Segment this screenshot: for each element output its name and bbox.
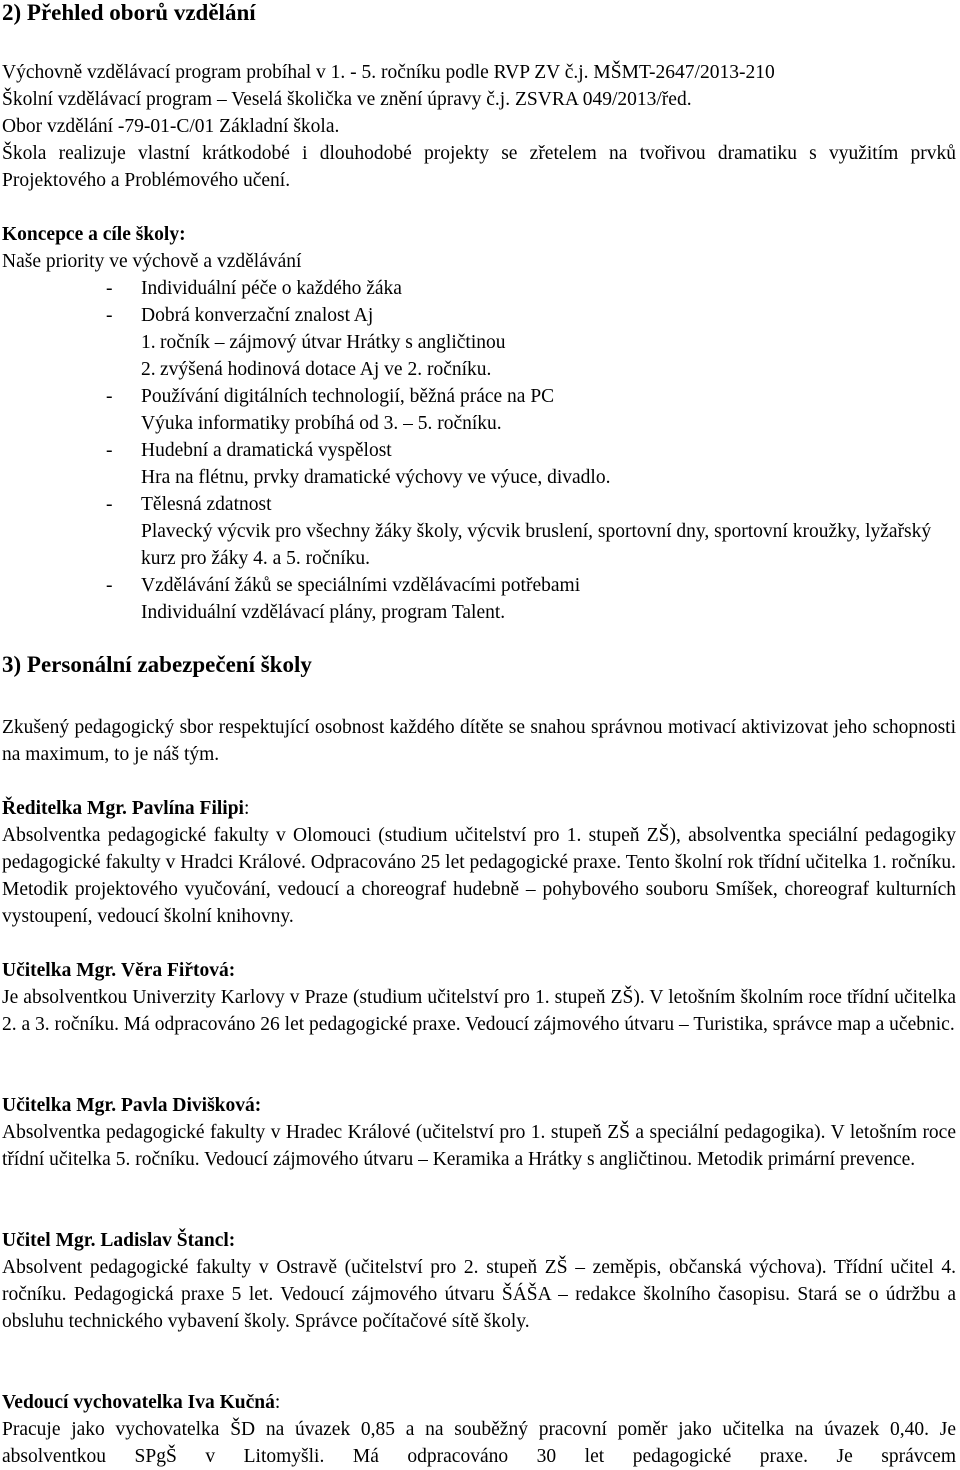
list-item: - Individuální péče o každého žáka (106, 278, 402, 299)
numbered-item: 1. ročník – zájmový útvar Hrátky s angličtinou (141, 332, 506, 353)
list-item-detail: Hra na flétnu, prvky dramatické výchovy ve výuce, divadlo. (141, 467, 611, 488)
staff-name: Učitelka Mgr. Pavla Divišková: (2, 1095, 262, 1116)
list-item-detail: Individuální vzdělávací plány, program Talent. (141, 602, 506, 623)
staff-bio: Je absolventkou Univerzity Karlovy v Praze (studium učitelství pro 1. stupeň ZŠ). V letošním školním roce třídní učitelka 2. a 3. ročníku. Má odpracováno 26 let pedagogické praxe. Vedoucí zájmového útvaru – Turistika, správce map a učebnic. (2, 987, 956, 1035)
program-line: Obor vzdělání -79-01-C/01 Základní škola. (2, 116, 340, 137)
program-line: Školní vzdělávací program – Veselá školička ve znění úpravy č.j. ZSVRA 049/2013/řed. (2, 89, 692, 110)
staff-bio: Pracuje jako vychovatelka ŠD na úvazek 0,85 a na souběžný pracovní poměr jako učitelka na úvazek 0,40. Je absolventkou SPgŠ v Litomyšli. Má odpracováno 30 let pedagogické praxe. Je správcem (2, 1419, 956, 1467)
team-intro-paragraph: Zkušený pedagogický sbor respektující osobnost každého dítěte se snahou správnou motivací aktivizovat jeho schopnosti na maximum, to je náš tým. (2, 717, 956, 765)
list-item-detail: Plavecký výcvik pro všechny žáky školy, výcvik bruslení, sportovní dny, sportovní kroužky, lyžařský kurz pro žáky 4. a 5. ročníku. (141, 521, 932, 569)
list-item-detail: Výuka informatiky probíhá od 3. – 5. ročníku. (141, 413, 502, 434)
team-intro (2, 714, 956, 768)
projects-paragraph: Škola realizuje vlastní krátkodobé i dlouhodobé projekty se zřetelem na tvořivou dramatiku s využitím prvků Projektového a Problémového učení. (2, 143, 956, 191)
list-item: - Vzdělávání žáků se speciálními vzdělávacími potřebami (106, 575, 581, 596)
staff-bio: Absolvent pedagogické fakulty v Ostravě (učitelství pro 2. stupeň ZŠ – zeměpis, občanská výchova). Třídní učitel 4. ročníku. Pedagogická praxe 5 let. Vedoucí zájmového útvaru ŠÁŠA – redakce školního časopisu. Stará se o údržbu a obsluhu technického vybavení školy. Správce počítačové sítě školy. (2, 1257, 956, 1332)
staff-entry (2, 1092, 956, 1173)
concept-title: Koncepce a cíle školy: (2, 224, 186, 245)
section-2-heading-block (2, 0, 956, 26)
staff-name: Vedoucí vychovatelka Iva Kučná: (2, 1392, 281, 1413)
section-2-heading: 2) Přehled oborů vzdělání (2, 0, 256, 25)
staff-name: Učitelka Mgr. Věra Fiřtová: (2, 960, 236, 981)
program-line: Výchovně vzdělávací program probíhal v 1. - 5. ročníku podle RVP ZV č.j. MŠMT-2647/2013-210 (2, 62, 775, 83)
program-info (2, 59, 956, 194)
staff-bio: Absolventka pedagogické fakulty v Hradec Králové (učitelství pro 1. stupeň ZŠ a speciální pedagogika). V letošním roce třídní učitelka 5. ročníku. Vedoucí zájmového útvaru – Keramika a Hrátky s angličtinou. Metodik primární prevence. (2, 1122, 956, 1170)
list-item: - Hudební a dramatická vyspělost (106, 440, 392, 461)
staff-bio: Absolventka pedagogické fakulty v Olomouci (studium učitelství pro 1. stupeň ZŠ), absolventka speciální pedagogiky pedagogické fakulty v Hradci Králové. Odpracováno 25 let pedagogické praxe. Tento školní rok třídní učitelka 1. ročníku. Metodik projektového vyučování, vedoucí a choreograf hudebně – pohybového souboru Smíšek, choreograf kulturních vystoupení, vedoucí školní knihovny. (2, 825, 956, 927)
list-item: - Tělesná zdatnost (106, 494, 272, 515)
priorities-intro: Naše priority ve výchově a vzdělávání (2, 251, 302, 272)
staff-entry (2, 1227, 956, 1335)
staff-name: Učitel Mgr. Ladislav Štancl: (2, 1230, 236, 1251)
staff-entry (2, 795, 956, 930)
section-3-heading-block (2, 652, 956, 678)
staff-entry (2, 957, 956, 1038)
staff-entry (2, 1389, 956, 1470)
numbered-item: 2. zvýšená hodinová dotace Aj ve 2. ročníku. (141, 359, 492, 380)
list-item: - Dobrá konverzační znalost Aj (106, 305, 374, 326)
staff-name: Ředitelka Mgr. Pavlína Filipi: (2, 798, 250, 819)
list-item: - Používání digitálních technologií, běžná práce na PC (106, 386, 555, 407)
section-3-heading: 3) Personální zabezpečení školy (2, 652, 312, 677)
concept-block (2, 221, 956, 626)
